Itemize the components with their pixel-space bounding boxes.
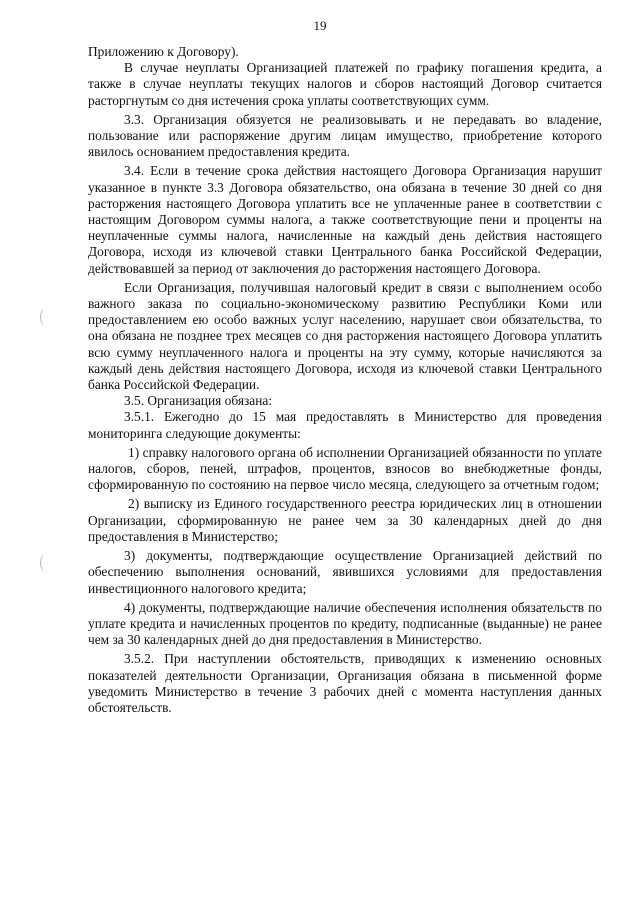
binding-hole-mark <box>40 308 51 326</box>
binding-hole-mark <box>40 554 51 572</box>
page-number: 19 <box>313 18 327 33</box>
paragraph: В случае неуплаты Организацией платежей по графику погашения кредита, а также в случае неуплаты текущих налогов и сборов настоящий Договор считается расторгнутым со дня истечения срока уплаты соответствующих сумм. <box>88 60 602 108</box>
document-body <box>88 44 602 716</box>
paragraph-3-5-1: 3.5.1. Ежегодно до 15 мая предоставлять в Министерство для проведения мониторинга следующие документы: <box>88 409 602 441</box>
paragraph-3-3: 3.3. Организация обязуется не реализовывать и не передавать во владение, пользование или распоряжение другим лицам имущество, приобретение которого явилось основанием предоставления кредита. <box>88 111 602 160</box>
list-item: 2) выписку из Единого государственного реестра юридических лиц в отношении Организации, сформированную не ранее чем за 30 календарных дней до дня предоставления в Министерство; <box>88 496 602 544</box>
list-item: 4) документы, подтверждающие наличие обеспечения исполнения обязательств по уплате кредита и начисленных процентов по кредиту, подписанные (выданные) не ранее чем за 30 календарных дней до дня предоставления в Министерство. <box>88 599 602 648</box>
paragraph-3-4: 3.4. Если в течение срока действия настоящего Договора Организация нарушит указанное в пункте 3.3 Договора обязательство, она обязана в течение 30 дней со дня расторжения настоящего Договора уплатить все не уплаченные ранее в соответствии с настоящим Договором суммы налога, а также соответствующие пени и проценты на неуплаченные суммы налога, начисленные на каждый день действия настоящего Договора, исходя из ключевой ставки Центрального банка Российской Федерации, действовавшей за период от заключения до расторжения настоящего Договора. <box>88 163 602 276</box>
paragraph: Приложению к Договору). <box>88 44 239 59</box>
list-item: 1) справку налогового органа об исполнении Организацией обязанности по уплате налогов, сборов, пеней, штрафов, процентов, взносов во внебюджетные фонды, сформированную по состоянию на первое число месяца, следующего за отчетным годом; <box>88 444 602 493</box>
paragraph: Если Организация, получившая налоговый кредит в связи с выполнением особо важного заказа по социально-экономическому развитию Республики Коми или предоставлением ею особо важных услуг населению, нарушает свои обязательства, то она обязана не позднее трех месяцев со дня расторжения настоящего Договора уплатить всю сумму неуплаченного налога и проценты на эту сумму, которые начисляются за каждый день действия настоящего Договора, исходя из ключевой ставки Центрального банка Российской Федерации. <box>88 279 602 393</box>
list-item: 3) документы, подтверждающие осуществление Организацией действий по обеспечению выполнения оснований, явившихся условиями для предоставления инвестиционного налогового кредита; <box>88 548 602 596</box>
paragraph-3-5-2: 3.5.2. При наступлении обстоятельств, приводящих к изменению основных показателей деятельности Организации, Организация обязана в письменной форме уведомить Министерство в течение 3 рабочих дней с момента наступления данных обстоятельств. <box>88 651 602 715</box>
paragraph-3-5: 3.5. Организация обязана: <box>124 393 273 409</box>
